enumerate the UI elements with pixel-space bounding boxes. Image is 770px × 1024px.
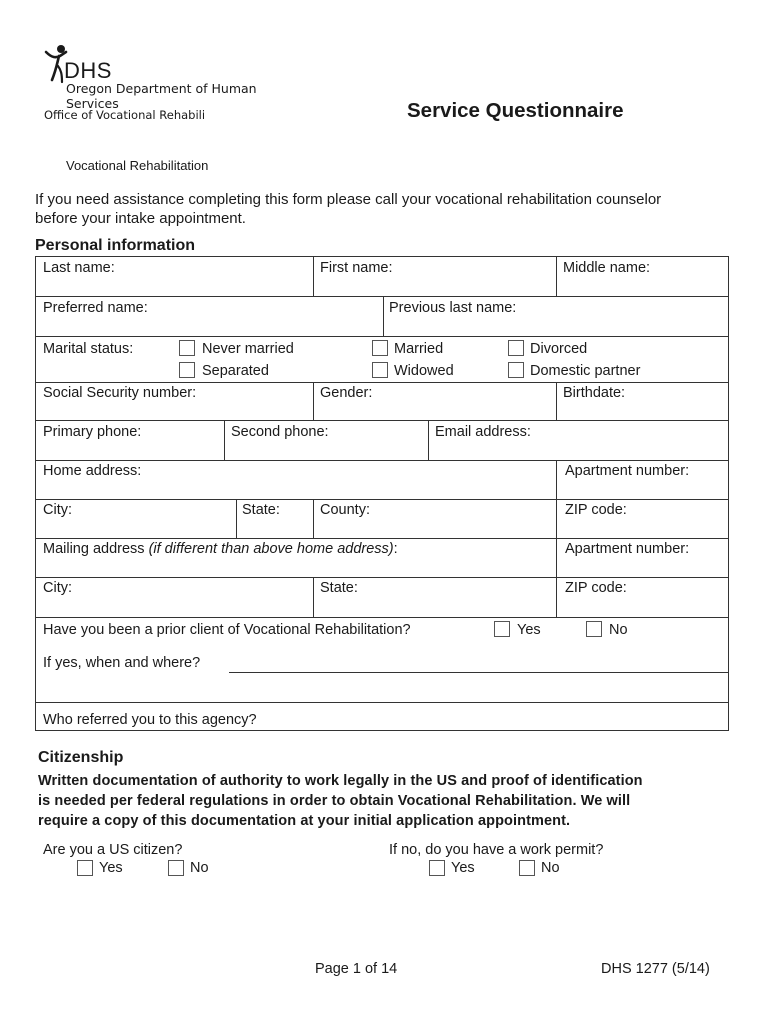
work-permit-yes-checkbox[interactable] xyxy=(429,860,445,876)
primary-phone-field[interactable]: Primary phone: xyxy=(43,424,142,440)
page-title: Service Questionnaire xyxy=(407,99,624,122)
citizenship-note-line-3: require a copy of this documentation at your initial application appointment. xyxy=(38,813,571,829)
dhs-logo xyxy=(44,44,294,111)
separated-label: Separated xyxy=(202,363,269,379)
widowed-checkbox[interactable] xyxy=(372,362,388,378)
prior-client-yes-checkbox[interactable] xyxy=(494,621,510,637)
domestic-partner-checkbox[interactable] xyxy=(508,362,524,378)
second-phone-field[interactable]: Second phone: xyxy=(231,424,329,440)
mailing-address-colon: : xyxy=(393,541,398,557)
prior-client-yes-label: Yes xyxy=(517,622,541,638)
married-label: Married xyxy=(394,341,444,357)
personal-info-heading: Personal information xyxy=(35,237,196,254)
citizenship-heading: Citizenship xyxy=(38,749,124,766)
us-citizen-no-checkbox[interactable] xyxy=(168,860,184,876)
if-yes-input-line[interactable] xyxy=(229,672,729,673)
office-name: Office of Vocational Rehabili xyxy=(44,108,206,122)
page-number: Page 1 of 14 xyxy=(315,961,398,977)
work-permit-no-label: No xyxy=(541,860,560,876)
middle-name-field[interactable]: Middle name: xyxy=(563,260,651,276)
apartment-number-field[interactable]: Apartment number: xyxy=(565,463,690,479)
mailing-state-field[interactable]: State: xyxy=(320,580,358,596)
divorced-label: Divorced xyxy=(530,341,588,357)
gender-field[interactable]: Gender: xyxy=(320,385,373,401)
prior-client-no-label: No xyxy=(609,622,628,638)
work-permit-question: If no, do you have a work permit? xyxy=(389,842,604,858)
mailing-address-note: (if different than above home address) xyxy=(148,541,394,557)
domestic-partner-label: Domestic partner xyxy=(530,363,641,379)
program-name: Vocational Rehabilitation xyxy=(66,158,209,173)
logo-wordmark: DHS xyxy=(64,58,112,83)
mailing-address-label: Mailing address xyxy=(43,541,149,557)
referred-by-field[interactable]: Who referred you to this agency? xyxy=(43,712,257,728)
intro-line-2: before your intake appointment. xyxy=(35,210,246,227)
personal-info-table xyxy=(35,256,729,731)
us-citizen-yes-checkbox[interactable] xyxy=(77,860,93,876)
separated-checkbox[interactable] xyxy=(179,362,195,378)
prior-client-no-checkbox[interactable] xyxy=(586,621,602,637)
email-field[interactable]: Email address: xyxy=(435,424,531,440)
mailing-address-field[interactable] xyxy=(43,541,398,557)
previous-last-name-field[interactable]: Previous last name: xyxy=(389,300,517,316)
us-citizen-yes-label: Yes xyxy=(99,860,123,876)
mailing-city-field[interactable]: City: xyxy=(43,580,72,596)
married-checkbox[interactable] xyxy=(372,340,388,356)
ssn-field[interactable]: Social Security number: xyxy=(43,385,197,401)
intro-line-1: If you need assistance completing this form please call your vocational rehabilitation counselor xyxy=(35,191,662,208)
us-citizen-question: Are you a US citizen? xyxy=(43,842,183,858)
city-field[interactable]: City: xyxy=(43,502,72,518)
home-address-field[interactable]: Home address: xyxy=(43,463,142,479)
mailing-apartment-number-field[interactable]: Apartment number: xyxy=(565,541,690,557)
preferred-name-field[interactable]: Preferred name: xyxy=(43,300,148,316)
if-yes-label: If yes, when and where? xyxy=(43,655,201,671)
never-married-label: Never married xyxy=(202,341,294,357)
county-field[interactable]: County: xyxy=(320,502,370,518)
work-permit-no-checkbox[interactable] xyxy=(519,860,535,876)
work-permit-yes-label: Yes xyxy=(451,860,475,876)
last-name-field[interactable]: Last name: xyxy=(43,260,115,276)
state-field[interactable]: State: xyxy=(242,502,280,518)
marital-status-label: Marital status: xyxy=(43,341,134,357)
intro-text xyxy=(35,190,735,228)
prior-client-question: Have you been a prior client of Vocational Rehabilitation? xyxy=(43,622,411,638)
citizenship-note-line-1: Written documentation of authority to work legally in the US and proof of identification xyxy=(38,773,643,789)
agency-name: Oregon Department of Human Services xyxy=(66,81,257,111)
us-citizen-no-label: No xyxy=(190,860,209,876)
form-id: DHS 1277 (5/14) xyxy=(601,961,710,977)
mailing-zip-code-field[interactable]: ZIP code: xyxy=(565,580,627,596)
birthdate-field[interactable]: Birthdate: xyxy=(563,385,626,401)
citizenship-note xyxy=(38,771,738,831)
never-married-checkbox[interactable] xyxy=(179,340,195,356)
widowed-label: Widowed xyxy=(394,363,454,379)
first-name-field[interactable]: First name: xyxy=(320,260,393,276)
citizenship-note-line-2: is needed per federal regulations in order to obtain Vocational Rehabilitation. We will xyxy=(38,793,631,809)
divorced-checkbox[interactable] xyxy=(508,340,524,356)
zip-code-field[interactable]: ZIP code: xyxy=(565,502,627,518)
